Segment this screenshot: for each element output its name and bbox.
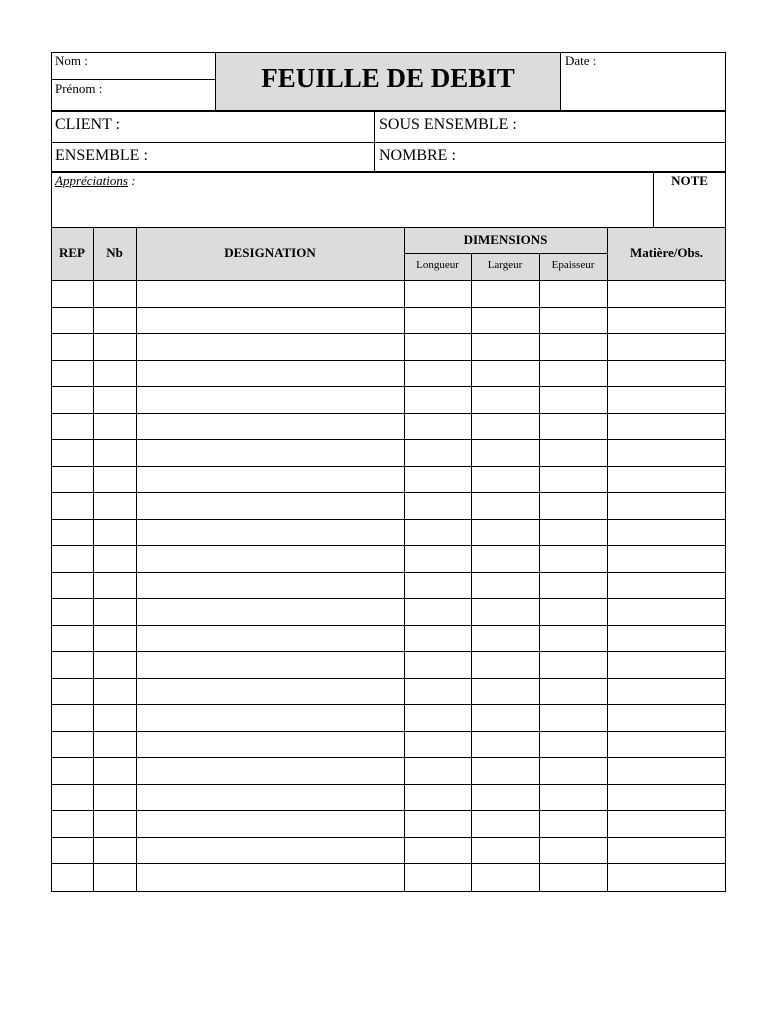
table-row[interactable] [51,519,726,520]
client-label: CLIENT : [55,116,121,133]
debit-table [51,227,726,892]
nombre-label: NOMBRE : [379,147,456,164]
sous-ensemble-label: SOUS ENSEMBLE : [379,116,517,133]
table-row[interactable] [51,704,726,705]
ensemble-label: ENSEMBLE : [55,147,148,164]
table-row[interactable] [51,863,726,864]
col-longueur: Longueur [416,259,459,271]
table-row[interactable] [51,466,726,467]
note-label: NOTE [671,173,708,188]
appreciations-label: Appréciations : [55,173,136,188]
col-nb: Nb [106,245,123,260]
table-row[interactable] [51,492,726,493]
date-label: Date : [565,53,597,68]
table-row[interactable] [51,784,726,785]
table-row[interactable] [51,598,726,599]
table-row[interactable] [51,678,726,679]
page-title: FEUILLE DE DEBIT [261,63,515,93]
col-designation: DESIGNATION [224,245,316,260]
table-row[interactable] [51,731,726,732]
nom-label: Nom : [55,53,88,68]
col-rep: REP [59,245,85,260]
table-row[interactable] [51,757,726,758]
table-row[interactable] [51,545,726,546]
table-row[interactable] [51,439,726,440]
table-row[interactable] [51,837,726,838]
prenom-label: Prénom : [55,81,103,96]
table-row[interactable] [51,810,726,811]
table-row[interactable] [51,360,726,361]
table-row[interactable] [51,572,726,573]
table-row[interactable] [51,413,726,414]
table-row[interactable] [51,651,726,652]
table-row[interactable] [51,333,726,334]
table-row[interactable] [51,386,726,387]
col-epaisseur: Epaisseur [551,259,595,271]
table-row[interactable] [51,625,726,626]
appreciations-block [51,172,726,228]
col-dimensions: DIMENSIONS [463,232,548,247]
table-row[interactable] [51,307,726,308]
col-largeur: Largeur [487,259,523,271]
col-matiere: Matière/Obs. [629,245,704,260]
